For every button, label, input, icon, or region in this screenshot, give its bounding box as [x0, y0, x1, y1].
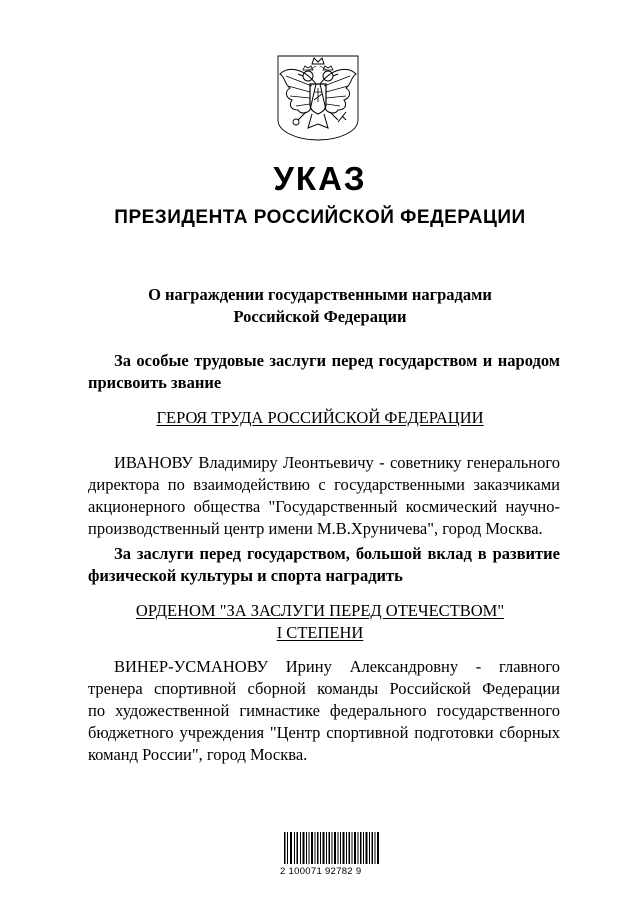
recipient-line: тренера спортивной сборной команды Российской Федерации: [88, 679, 560, 698]
document-type-title: УКАЗ: [273, 160, 367, 197]
section2-intro-line: физической культуры и спорта наградить: [88, 566, 403, 585]
section2-award-title: [0, 600, 640, 644]
decree-subject: [0, 284, 640, 328]
award-degree: I СТЕПЕНИ: [276, 623, 364, 642]
coat-of-arms-icon: [276, 54, 360, 142]
barcode-number: 2 100071 92782 9: [280, 866, 362, 877]
recipient-line: ИВАНОВУ Владимиру Леонтьевичу - советнику генерального: [114, 453, 560, 472]
recipient-line: производственный центр имени М.В.Хруничева", город Москва.: [88, 519, 543, 538]
section1-intro-line: присвоить звание: [88, 373, 222, 392]
section1-intro: [88, 350, 560, 394]
section1-recipient: [88, 452, 560, 540]
subject-line-1: О награждении государственными наградами: [148, 285, 492, 304]
section1-intro-line: За особые трудовые заслуги перед государством и народом: [114, 351, 560, 370]
recipient-line: директора по взаимодействию с государственными заказчиками: [88, 475, 560, 494]
subject-line-2: Российской Федерации: [233, 307, 407, 326]
award-order-merit: ОРДЕНОМ "ЗА ЗАСЛУГИ ПЕРЕД ОТЕЧЕСТВОМ": [135, 601, 505, 620]
recipient-line: по художественной гимнастике федерального государственного: [88, 701, 560, 720]
section1-award-title: [0, 407, 640, 429]
recipient-line: команд России", город Москва.: [88, 745, 308, 764]
recipient-line: акционерного общества "Государственный космический научно-: [88, 497, 560, 516]
recipient-line: ВИНЕР-УСМАНОВУ Ирину Александровну - главного: [114, 657, 560, 676]
section2-intro-line: За заслуги перед государством, большой вклад в развитие: [114, 544, 560, 563]
issuer-title: ПРЕЗИДЕНТА РОССИЙСКОЙ ФЕДЕРАЦИИ: [114, 207, 526, 228]
recipient-line: бюджетного учреждения "Центр спортивной подготовки сборных: [88, 723, 560, 742]
section2-recipient: [88, 656, 560, 766]
section2-intro: [88, 543, 560, 587]
award-hero-of-labour: ГЕРОЯ ТРУДА РОССИЙСКОЙ ФЕДЕРАЦИИ: [156, 408, 484, 427]
